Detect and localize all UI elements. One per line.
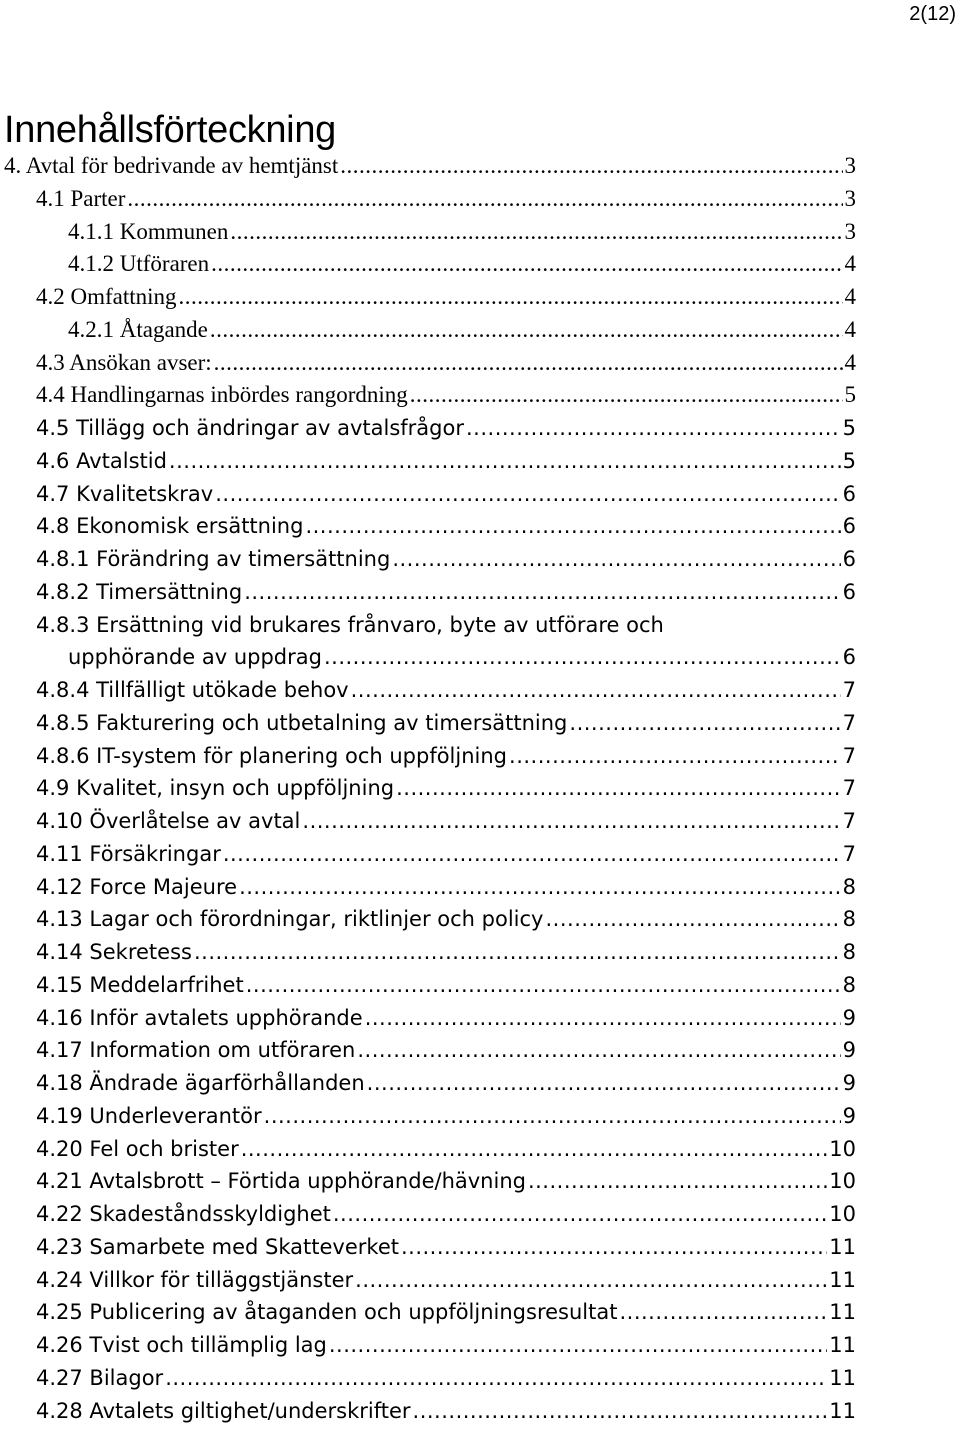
toc-entry[interactable] [0,805,960,838]
toc-entry-page: 8 [842,972,856,997]
toc-entry-title: 4.8.4 Tillfälligt utökade behov [36,678,349,702]
dot-leader [365,1002,841,1035]
toc-entry-page: 6 [842,579,856,604]
dot-leader [413,1395,828,1428]
toc-entry-title: 4.18 Ändrade ägarförhållanden [36,1071,365,1095]
toc-entry[interactable] [0,1067,960,1100]
toc-entry-page: 10 [829,1202,856,1226]
toc-entry-page: 9 [842,1038,856,1063]
toc-entry-title: 4.7 Kvalitetskrav [36,481,214,506]
toc-entry[interactable] [0,1198,960,1231]
toc-entry-title: 4.8 Ekonomisk ersättning [36,514,304,539]
toc-entry-title: 4.24 Villkor för tilläggstjänster [36,1267,354,1292]
dot-leader [210,314,843,347]
toc-entry[interactable] [0,674,960,707]
toc-entry[interactable] [0,772,960,805]
page-number: 2(12) [909,3,956,25]
toc-entry[interactable] [0,1133,960,1166]
toc-entry-title: 4.2.1 Åtagande [68,316,208,342]
dot-leader [127,183,842,216]
toc-entry-page: 7 [842,678,856,702]
toc-entry-title: 4.15 Meddelarfrihet [36,972,244,997]
toc-entry[interactable] [0,1362,960,1395]
toc-entry[interactable] [0,183,960,216]
toc-entry-page: 7 [842,841,856,866]
toc-entry-page: 11 [829,1398,856,1423]
dot-leader [333,1198,827,1231]
toc-entry-title: 4.19 Underleverantör [36,1103,262,1128]
toc-entry-title: 4.25 Publicering av åtaganden och uppföljningsresultat [36,1300,618,1325]
toc-entry-title: 4.14 Sekretess [36,940,192,964]
toc-entry-title: 4.28 Avtalets giltighet/underskrifter [36,1398,411,1423]
toc-entry-page: 6 [842,645,856,670]
toc-entry[interactable] [0,1100,960,1133]
toc-entry-title: 4.5 Tillägg och ändringar av avtalsfrågor [36,416,464,440]
toc-entry[interactable] [0,281,960,314]
toc-entry[interactable] [0,510,960,543]
toc-entry-page: 7 [842,710,856,735]
dot-leader [239,871,841,904]
toc-entry[interactable] [0,150,960,183]
toc-entry-title: 4.1.2 Utföraren [68,251,210,277]
toc-entry-title: 4.8.5 Fakturering och utbetalning av timersättning [36,710,568,735]
toc-entry-title: 4.2 Omfattning [36,284,177,309]
toc-entry-page: 11 [829,1365,856,1390]
toc-entry-title: 4.11 Försäkringar [36,841,221,866]
dot-leader [302,805,840,838]
toc-entry[interactable] [0,936,960,969]
toc-entry-title: 4.8.3 Ersättning vid brukares frånvaro, byte av utförare och [36,612,664,637]
toc-entry-title: 4.6 Avtalstid [36,448,167,473]
toc-entry[interactable] [0,412,960,445]
toc-entry-title: 4.13 Lagar och förordningar, riktlinjer och policy [36,907,544,932]
toc-entry-title: 4.9 Kvalitet, insyn och uppföljning [36,776,395,801]
table-of-contents [0,150,960,1427]
toc-entry[interactable] [0,478,960,511]
dot-leader [509,740,841,773]
dot-leader [244,576,840,609]
toc-entry[interactable] [0,903,960,936]
toc-entry[interactable] [0,216,960,249]
dot-leader [396,772,841,805]
toc-entry-page: 8 [842,940,856,964]
toc-entry-title: 4. Avtal för bedrivande av hemtjänst [4,153,339,178]
toc-entry[interactable] [0,1329,960,1362]
toc-entry-page: 11 [829,1234,856,1259]
dot-leader [169,445,841,478]
toc-entry-title: 4.1 Parter [36,185,126,211]
toc-entry-page: 10 [829,1169,856,1194]
dot-leader [619,1296,827,1329]
toc-entry-title: 4.26 Tvist och tillämplig lag [36,1333,327,1357]
toc-entry[interactable] [0,1296,960,1329]
dot-leader [340,150,842,183]
toc-entry-page: 5 [844,382,856,408]
dot-leader [194,936,841,969]
toc-entry-page: 11 [829,1333,856,1357]
toc-title: Innehållsförteckning [4,109,336,151]
toc-entry-title: 4.16 Inför avtalets upphörande [36,1005,363,1030]
toc-entry-page: 6 [842,481,856,506]
dot-leader [324,641,841,674]
toc-entry[interactable] [0,740,960,773]
toc-entry[interactable] [0,1002,960,1035]
toc-entry[interactable] [0,445,960,478]
toc-entry[interactable] [0,543,960,576]
dot-leader [214,347,843,380]
toc-entry[interactable] [0,248,960,281]
dot-leader [230,216,842,249]
toc-entry-page: 10 [829,1136,856,1161]
dot-leader [246,969,841,1002]
toc-entry-page: 3 [844,185,856,211]
toc-entry-page: 4 [844,316,856,342]
toc-entry-page: 9 [842,1103,856,1128]
toc-entry-page: 3 [844,153,856,178]
toc-entry-title: 4.4 Handlingarnas inbördes rangordning [36,382,408,408]
toc-entry-page: 7 [842,776,856,801]
toc-entry[interactable] [0,871,960,904]
toc-entry-page: 6 [842,547,856,571]
dot-leader [223,838,841,871]
toc-entry-page: 5 [842,448,856,473]
toc-entry[interactable] [0,838,960,871]
dot-leader [392,543,840,576]
dot-leader [215,478,840,511]
toc-entry-title: 4.12 Force Majeure [36,874,238,899]
toc-entry-page: 6 [842,514,856,539]
dot-leader [357,1034,840,1067]
dot-leader [367,1067,841,1100]
toc-entry[interactable] [0,969,960,1002]
toc-entry[interactable] [0,1165,960,1198]
toc-entry-title: 4.3 Ansökan avser: [36,349,212,375]
toc-entry-title: 4.1.1 Kommunen [68,218,229,244]
dot-leader [264,1100,841,1133]
dot-leader [165,1362,827,1395]
toc-entry-page: 4 [844,251,856,277]
dot-leader [528,1165,827,1198]
toc-entry-page: 11 [829,1300,856,1325]
dot-leader [401,1231,827,1264]
toc-entry-title: 4.21 Avtalsbrott – Förtida upphörande/hävning [36,1169,526,1194]
dot-leader [466,412,841,445]
toc-entry-title: 4.20 Fel och brister [36,1136,239,1161]
toc-entry[interactable] [0,347,960,380]
toc-entry-page: 9 [842,1005,856,1030]
dot-leader [329,1329,827,1362]
toc-entry-page: 4 [844,284,856,309]
toc-entry-page: 8 [842,907,856,932]
toc-entry-page: 4 [844,349,856,375]
toc-entry[interactable] [0,576,960,609]
toc-entry[interactable] [0,609,960,675]
dot-leader [351,674,841,707]
toc-entry-title: 4.27 Bilagor [36,1365,164,1390]
toc-entry[interactable] [0,1264,960,1297]
dot-leader [305,510,840,543]
toc-entry-page: 9 [842,1071,856,1095]
toc-entry-page: 7 [842,809,856,833]
toc-entry[interactable] [0,1034,960,1067]
dot-leader [241,1133,828,1166]
toc-entry[interactable] [0,1231,960,1264]
dot-leader [179,281,843,314]
dot-leader [410,379,843,412]
toc-entry-page: 8 [842,874,856,899]
dot-leader [211,248,842,281]
toc-entry-page: 5 [842,416,856,440]
toc-entry-page: 7 [842,743,856,768]
dot-leader [569,707,840,740]
toc-entry-title: 4.23 Samarbete med Skatteverket [36,1234,399,1259]
toc-entry-page: 11 [829,1267,856,1292]
toc-entry-page: 3 [844,218,856,244]
toc-entry-title: 4.22 Skadeståndsskyldighet [36,1202,331,1226]
toc-entry-title: 4.8.6 IT-system för planering och uppföljning [36,743,508,768]
toc-entry-title-continued: upphörande av uppdrag [68,645,322,670]
toc-entry[interactable] [0,379,960,412]
toc-entry-title: 4.17 Information om utföraren [36,1038,356,1063]
toc-entry-title: 4.8.1 Förändring av timersättning [36,547,391,571]
dot-leader [355,1264,827,1297]
toc-entry[interactable] [0,314,960,347]
toc-entry[interactable] [0,707,960,740]
toc-entry-title: 4.8.2 Timersättning [36,579,243,604]
toc-entry-title: 4.10 Överlåtelse av avtal [36,809,301,833]
toc-entry[interactable] [0,1395,960,1428]
dot-leader [546,903,841,936]
